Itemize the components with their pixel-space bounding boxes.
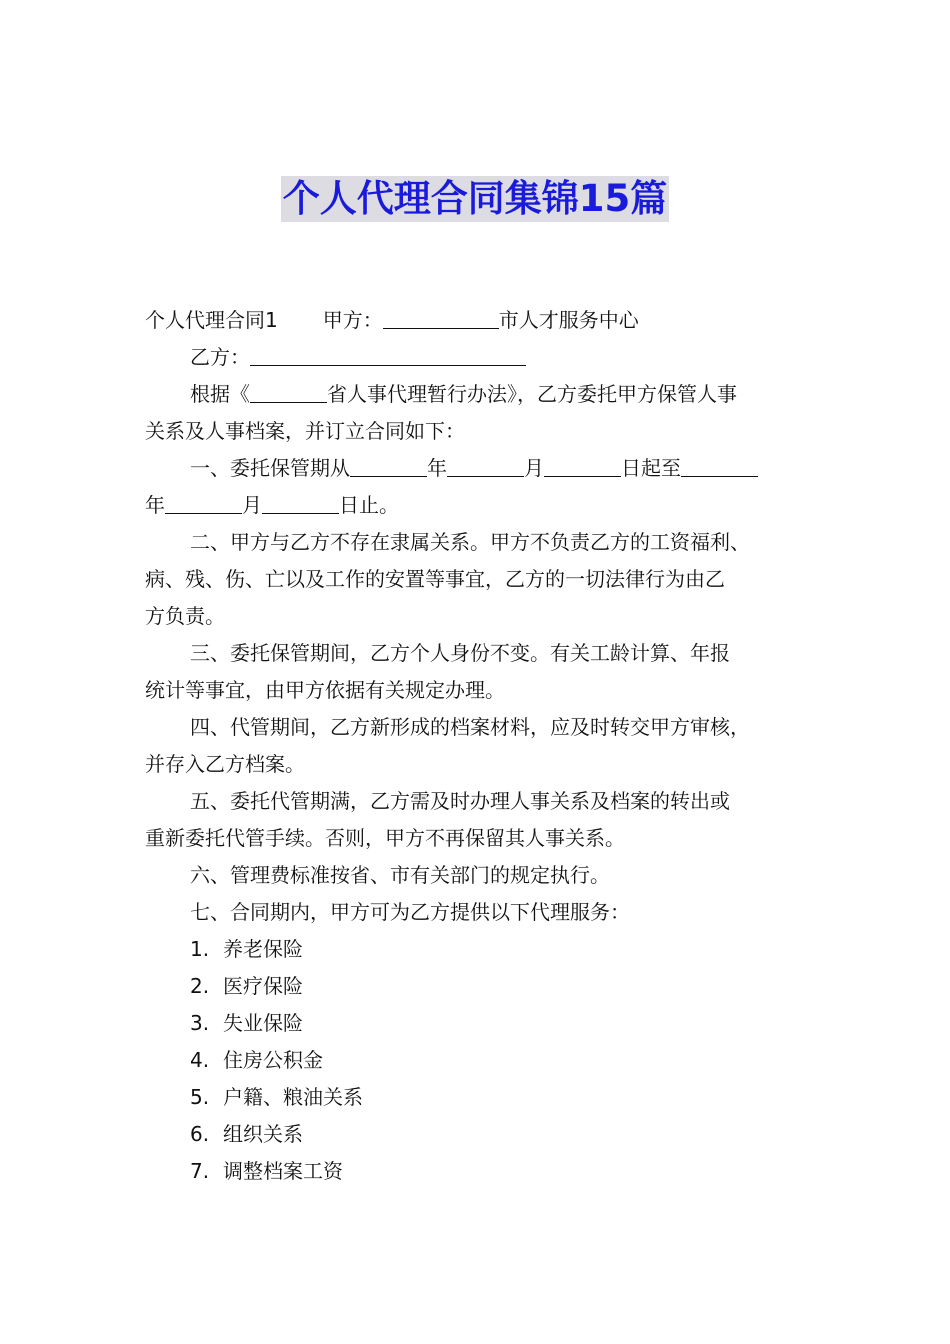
basis-line-2: 关系及人事档案，并订立合同如下：	[145, 419, 465, 443]
clause-3-line-2: 统计等事宜，由甲方依据有关规定办理。	[145, 678, 505, 702]
contract-number: 个人代理合同1	[145, 308, 278, 332]
list-number: 7.	[190, 1159, 210, 1183]
list-text: 组织关系	[223, 1122, 303, 1146]
party-b-label: 乙方：	[190, 345, 250, 369]
clause-4-line-2: 并存入乙方档案。	[145, 752, 305, 776]
start-year-blank	[350, 456, 427, 477]
clause-6: 六、管理费标准按省、市有关部门的规定执行。	[190, 863, 610, 887]
end-month-label: 月	[242, 493, 262, 517]
end-day-label: 日止。	[339, 493, 399, 517]
header-line	[145, 302, 810, 339]
end-day-blank	[262, 493, 339, 514]
list-number: 6.	[190, 1122, 210, 1146]
clause-4-line-1: 四、代管期间，乙方新形成的档案材料，应及时转交甲方审核，	[190, 715, 750, 739]
party-b-line	[145, 339, 810, 376]
province-blank	[250, 382, 327, 403]
party-a-suffix: 市人才服务中心	[498, 308, 639, 332]
list-item	[145, 1153, 810, 1190]
list-item	[145, 1005, 810, 1042]
clause-7: 七、合同期内，甲方可为乙方提供以下代理服务：	[190, 900, 630, 924]
list-text: 户籍、粮油关系	[223, 1085, 363, 1109]
document-body	[145, 302, 810, 1190]
clause-5-line-2: 重新委托代管手续。否则，甲方不再保留其人事关系。	[145, 826, 625, 850]
list-number: 1.	[190, 937, 210, 961]
list-number: 3.	[190, 1011, 210, 1035]
end-year-label: 年	[145, 493, 165, 517]
list-number: 2.	[190, 974, 210, 998]
start-month-blank	[447, 456, 524, 477]
basis-prefix: 根据《	[190, 382, 250, 406]
clause-1-text: 一、委托保管期从	[190, 456, 350, 480]
party-b-blank	[250, 345, 526, 366]
clause-3-line-1: 三、委托保管期间，乙方个人身份不变。有关工龄计算、年报	[190, 641, 730, 665]
list-item	[145, 1042, 810, 1079]
clause-1-line-1	[145, 450, 810, 487]
end-month-blank	[165, 493, 242, 514]
list-text: 住房公积金	[223, 1048, 323, 1072]
list-item	[145, 931, 810, 968]
month-label: 月	[524, 456, 544, 480]
list-text: 医疗保险	[223, 974, 303, 998]
end-year-blank	[681, 456, 758, 477]
list-item	[145, 1116, 810, 1153]
list-text: 失业保险	[223, 1011, 303, 1035]
list-text: 调整档案工资	[223, 1159, 343, 1183]
list-text: 养老保险	[223, 937, 303, 961]
party-a-label: 甲方：	[322, 308, 383, 332]
clause-2-line-2: 病、残、伤、亡以及工作的安置等事宜，乙方的一切法律行为由乙	[145, 567, 725, 591]
list-item	[145, 1079, 810, 1116]
document-title: 个人代理合同集锦15篇	[282, 177, 668, 220]
party-a-blank	[383, 308, 499, 329]
clause-2-line-1: 二、甲方与乙方不存在隶属关系。甲方不负责乙方的工资福利、	[190, 530, 750, 554]
year-label: 年	[427, 456, 447, 480]
list-item	[145, 968, 810, 1005]
list-number: 5.	[190, 1085, 210, 1109]
list-number: 4.	[190, 1048, 210, 1072]
day-to-label: 日起至	[621, 456, 681, 480]
clause-2-line-3: 方负责。	[145, 604, 225, 628]
basis-middle: 省人事代理暂行办法》，乙方委托甲方保管人事	[327, 382, 737, 406]
clause-5-line-1: 五、委托代管期满，乙方需及时办理人事关系及档案的转出或	[190, 789, 730, 813]
title-container	[0, 176, 950, 222]
clause-1-line-2	[145, 487, 810, 524]
start-day-blank	[544, 456, 621, 477]
basis-line-1	[145, 376, 810, 413]
